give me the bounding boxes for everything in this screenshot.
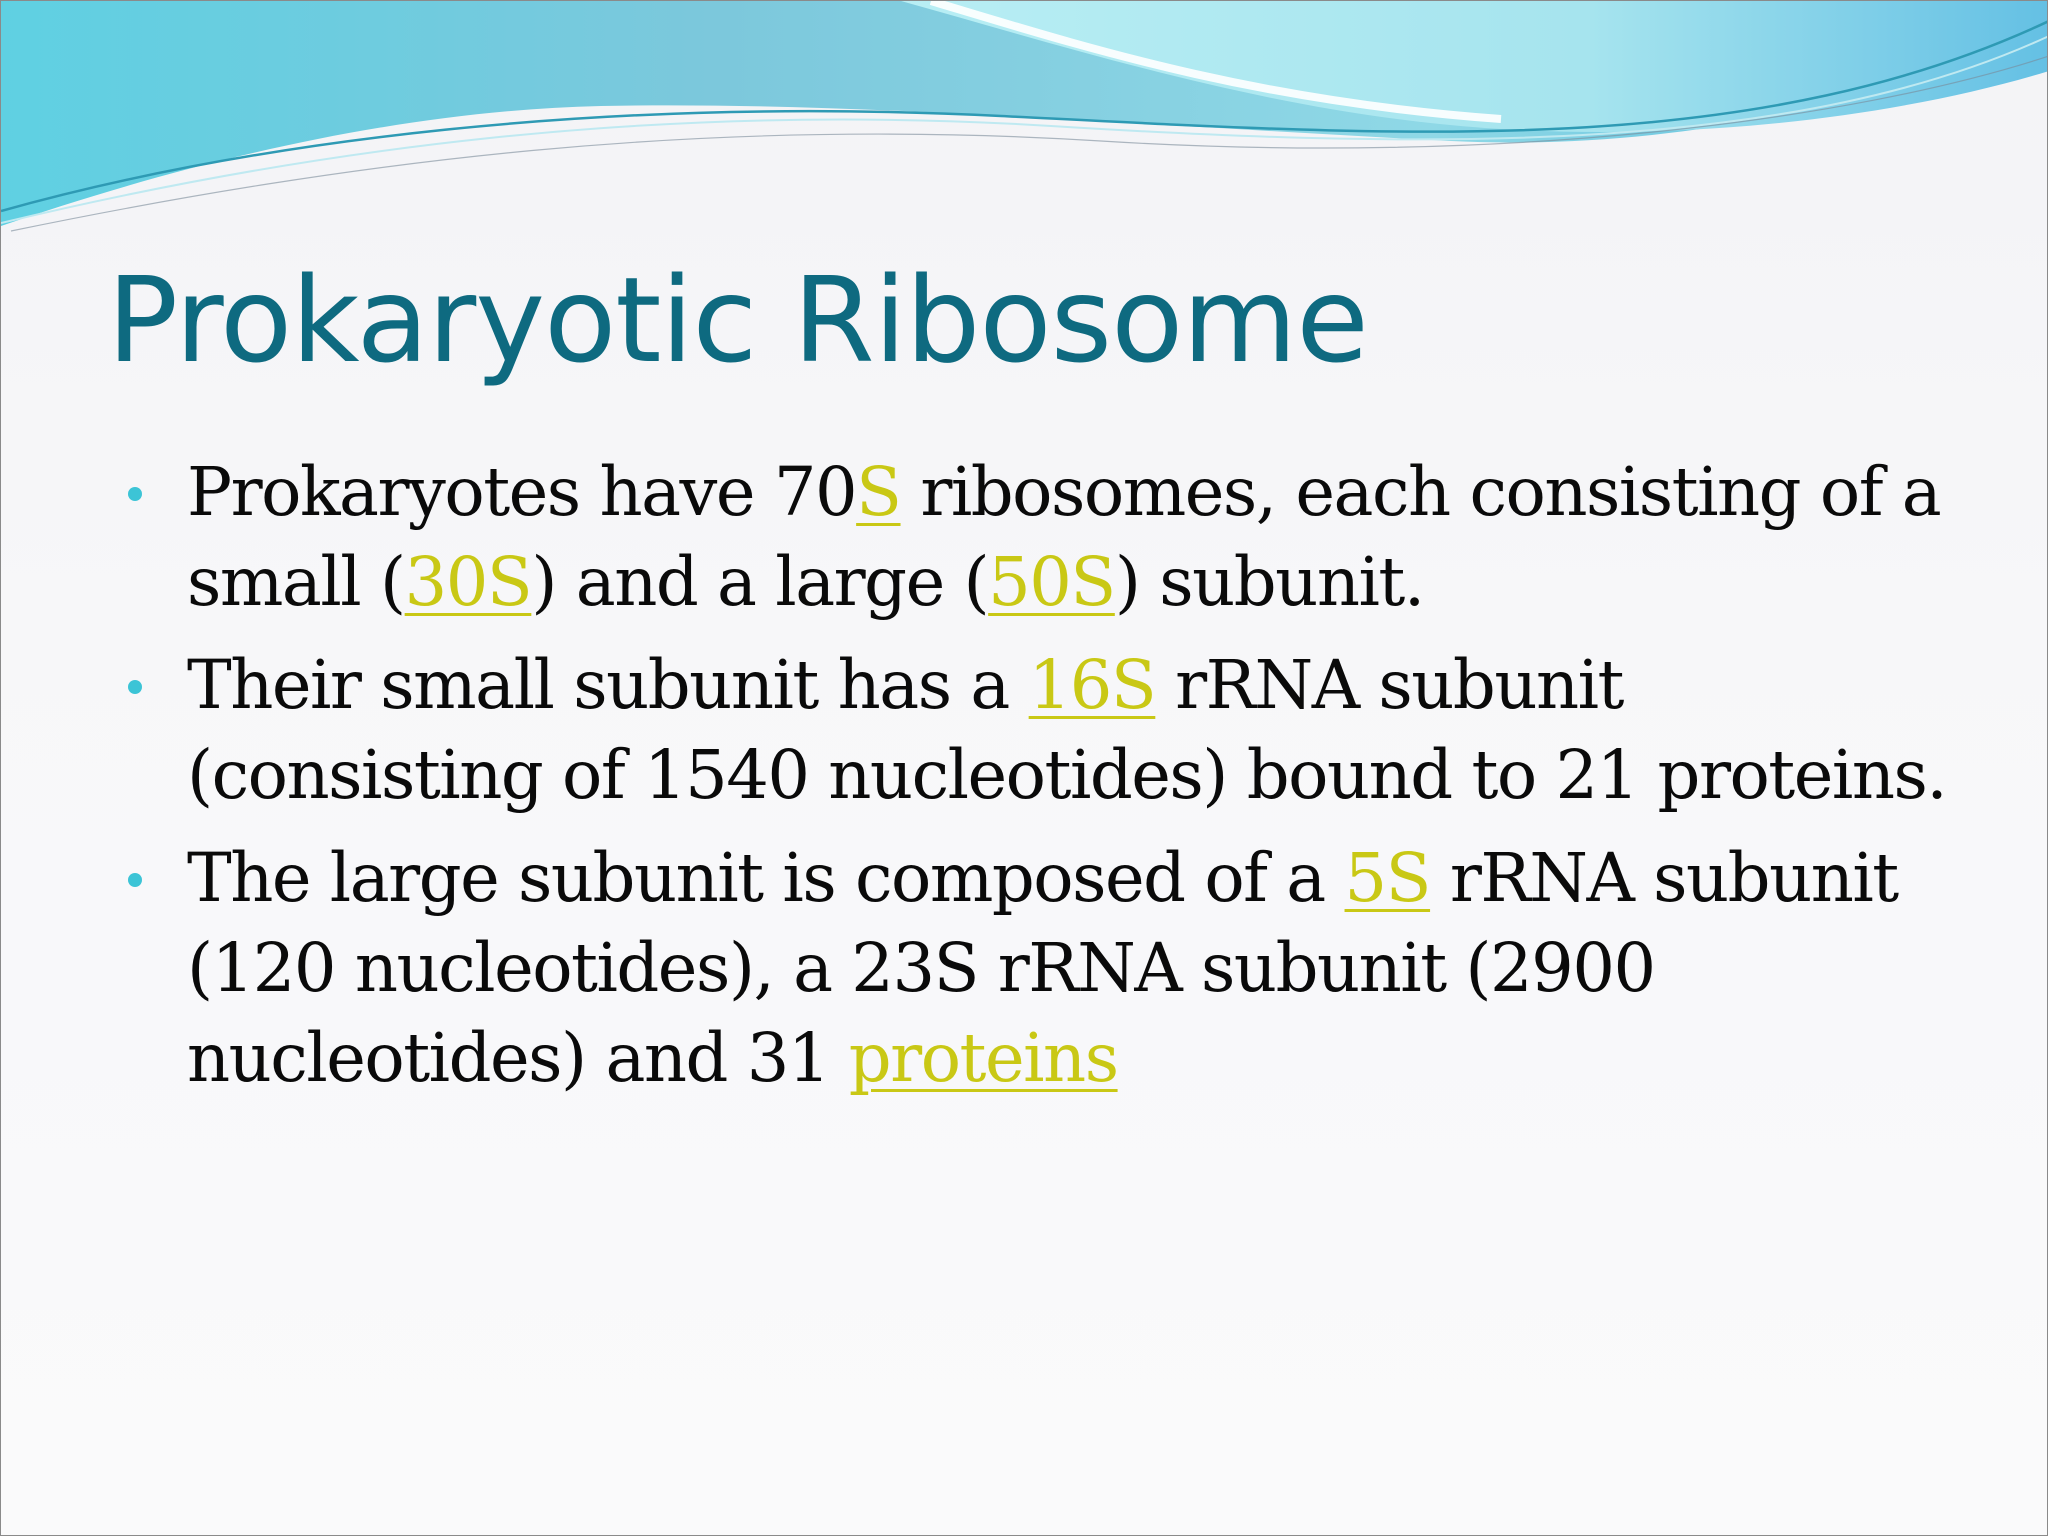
bullet-1-text-3: ) and a large ( bbox=[531, 543, 989, 621]
bullet-item-2 bbox=[123, 640, 1983, 820]
link-svedberg[interactable]: S bbox=[856, 453, 901, 531]
link-5s[interactable]: 5S bbox=[1344, 839, 1431, 917]
link-16s[interactable]: 16S bbox=[1028, 646, 1156, 724]
slide-title: Prokaryotic Ribosome bbox=[107, 251, 1368, 389]
link-50s[interactable]: 50S bbox=[988, 543, 1115, 621]
bullet-dot-icon bbox=[128, 487, 142, 501]
link-proteins[interactable]: proteins bbox=[848, 1019, 1118, 1097]
bullet-item-1 bbox=[123, 447, 1983, 627]
bullet-2-text-1: Their small subunit has a bbox=[187, 646, 1029, 724]
bullet-3-text-1: The large subunit is composed of a bbox=[187, 839, 1345, 917]
bullet-1-text-1: Prokaryotes have 70 bbox=[187, 453, 857, 531]
bullet-1-text-4: ) subunit. bbox=[1114, 543, 1424, 621]
bullet-2-text-2: rRNA subunit (consisting of 1540 nucleotides) bound to 21 proteins. bbox=[187, 646, 1947, 814]
bullet-1-text-2: ribosomes, each consisting of a small ( bbox=[187, 453, 1941, 621]
bullet-dot-icon bbox=[128, 873, 142, 887]
bullet-item-3 bbox=[123, 833, 1983, 1103]
bullet-3-text-2: rRNA subunit (120 nucleotides), a 23S rRNA subunit (2900 nucleotides) and 31 bbox=[187, 839, 1898, 1097]
bullet-dot-icon bbox=[128, 680, 142, 694]
header-wave-decoration bbox=[1, 1, 2048, 241]
bullet-list bbox=[123, 447, 1983, 1116]
link-30s[interactable]: 30S bbox=[404, 543, 532, 621]
